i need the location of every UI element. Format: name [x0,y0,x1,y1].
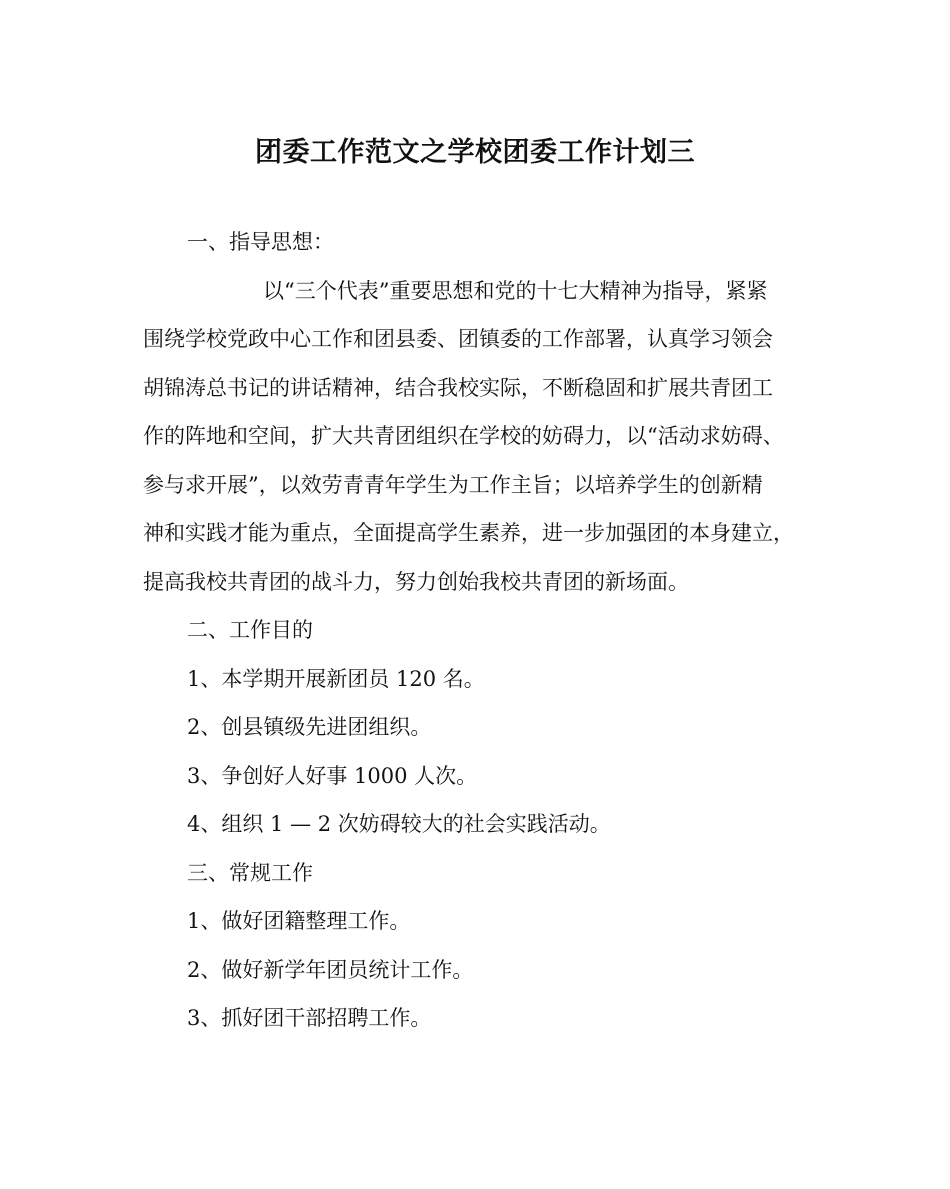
list-item: 1、本学期开展新团员 120 名。 [187,666,485,691]
paragraph-line: 围绕学校党政中心工作和团县委、团镇委的工作部署，认真学习领会 [143,327,773,351]
section-heading-guiding-thought: 一、指导思想： [187,230,334,254]
paragraph-line: 参与求开展”，以效劳青青年学生为工作主旨；以培养学生的创新精 [143,472,763,497]
document-body [143,218,807,1043]
list-item: 3、抓好团干部招聘工作。 [187,1006,432,1030]
paragraph-line: 神和实践才能为重点，全面提高学生素养，进一步加强团的本身建立， [143,521,794,545]
list-item: 1、做好团籍整理工作。 [187,909,411,933]
paragraph-line: 作的阵地和空间，扩大共青团组织在学校的妨碍力，以“活动求妨碍、 [143,424,784,448]
list-item: 3、争创好人好事 1000 人次。 [187,763,478,788]
paragraph-line: 提高我校共青团的战斗力，努力创始我校共青团的新场面。 [143,569,689,594]
paragraph-line: 胡锦涛总书记的讲话精神，结合我校实际，不断稳固和扩展共青团工 [143,375,773,400]
list-item: 2、做好新学年团员统计工作。 [187,957,474,982]
paragraph-line: 以“三个代表”重要思想和党的十七大精神为指导，紧紧 [263,278,768,303]
section-heading-work-goals: 二、工作目的 [187,618,313,642]
section-heading-routine-work: 三、常规工作 [187,860,313,885]
list-item: 2、创县镇级先进团组织。 [187,715,432,739]
document-title: 团委工作范文之学校团委工作计划三 [255,137,695,168]
list-item: 4、组织 1 — 2 次妨碍较大的社会实践活动。 [187,812,611,836]
